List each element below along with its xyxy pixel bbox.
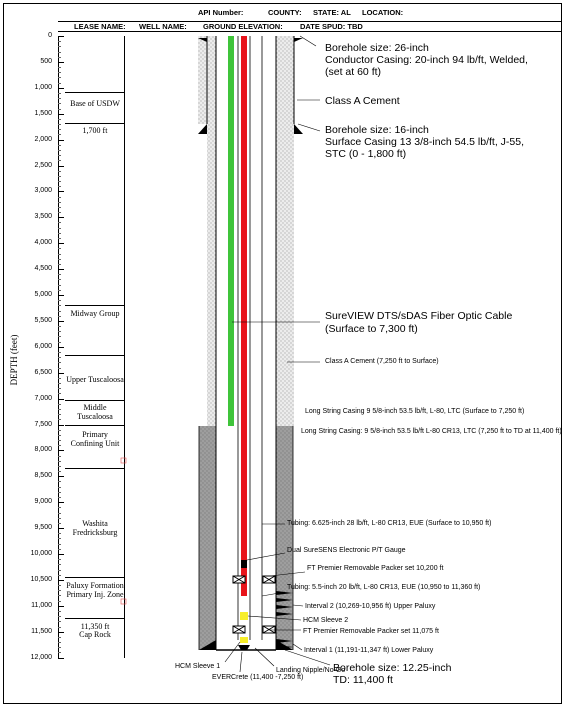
- landing-nipple-label: Landing Nipple/No-Go: [276, 667, 346, 674]
- depth-tick-label: 10,000: [30, 550, 52, 557]
- depth-tick-label: 1,000: [34, 83, 52, 91]
- bh26-label: Borehole size: 26-inch: [325, 42, 429, 54]
- hcm-sleeve-2: [240, 612, 248, 620]
- depth-tick-label: 11,500: [31, 627, 52, 635]
- depth-tick-label: 3,000: [34, 187, 52, 195]
- interval-2-label: Interval 2 (10,269-10,956 ft) Upper Paluxy: [305, 603, 436, 610]
- surface-cement-left: [207, 36, 216, 426]
- depth-tick-label: 0: [48, 32, 52, 39]
- hcm-sleeve-1-label: HCM Sleeve 1: [175, 663, 221, 670]
- long-string-1-label: Long String Casing 9 5/8-inch 53.5 lb/ft, L-80, LTC (Surface to 7,250 ft): [305, 408, 525, 415]
- formation-cap-depth: 11,350 ft: [80, 622, 110, 631]
- depth-tick-label: 6,000: [34, 342, 52, 350]
- hcm-sleeve-2-label: HCM Sleeve 2: [303, 617, 349, 624]
- td-label: TD: 11,400 ft: [333, 674, 393, 686]
- depth-tick-label: 7,000: [34, 394, 52, 402]
- evercrete-left: [199, 426, 216, 650]
- conductor-label-1: Conductor Casing: 20-inch 94 lb/ft, Welded,: [325, 54, 528, 66]
- surface-casing-label-1: Surface Casing 13 3/8-inch 54.5 lb/ft, J-55,: [325, 136, 525, 148]
- formation-midway: Midway Group: [70, 309, 120, 318]
- fiber-label-2: (Surface to 7,300 ft): [325, 323, 418, 335]
- bh1225-label: Borehole size: 12.25-inch: [333, 662, 452, 674]
- conductor-label-2: (set at 60 ft): [325, 66, 382, 78]
- long-string-2-label: Long String Casing: 9 5/8-inch 53.5 lb/ft L-80 CR13, LTC (7,250 ft to TD at 11,400 ft): [301, 428, 562, 435]
- header-elevation: GROUND ELEVATION:: [203, 22, 283, 31]
- depth-tick-label: 9,500: [34, 524, 52, 532]
- bh16-label: Borehole size: 16-inch: [325, 124, 429, 136]
- depth-tick-label: 7,500: [34, 420, 52, 428]
- formation-confining-unit: Primary Confining Unit: [70, 430, 120, 448]
- tubing-string: [241, 36, 247, 596]
- depth-tick-label: 8,500: [34, 472, 52, 480]
- depth-tick-label: 10,500: [30, 575, 52, 583]
- class-a-cement-label: Class A Cement: [325, 95, 400, 107]
- evercrete-right: [276, 426, 293, 650]
- tubing-1-label: Tubing: 6.625-inch 28 lb/ft, L-80 CR13, EUE (Surface to 10,950 ft): [287, 520, 492, 527]
- depth-axis-label: DEPTH (feet): [9, 334, 19, 386]
- fiber-optic-cable: [228, 36, 234, 426]
- header-well: WELL NAME:: [139, 22, 187, 31]
- formation-cap-rock: Cap Rock: [79, 630, 111, 639]
- packer-1-label: FT Premier Removable Packer set 10,200 ft: [307, 565, 444, 572]
- depth-tick-label: 2,500: [34, 161, 52, 169]
- header-spud: DATE SPUD: TBD: [300, 22, 363, 31]
- depth-tick-label: 4,000: [34, 239, 52, 247]
- gauge-label: Dual SureSENS Electronic P/T Gauge: [287, 547, 406, 554]
- header-lease: LEASE NAME:: [74, 22, 126, 31]
- surface-shoe-right: [294, 124, 303, 134]
- conductor-shoe-right: [294, 38, 303, 42]
- surface-shoe-left: [198, 124, 207, 134]
- fiber-label-1: SureVIEW DTS/sDAS Fiber Optic Cable: [325, 310, 513, 322]
- pt-gauge: [241, 560, 247, 568]
- class-a-cement-2-label: Class A Cement (7,250 ft to Surface): [325, 358, 439, 365]
- surface-cement-right: [276, 36, 294, 426]
- depth-tick-label: 4,500: [34, 265, 52, 273]
- header-api: API Number:: [198, 8, 244, 17]
- formation-upper-tuscaloosa: Upper Tuscaloosa: [66, 375, 124, 384]
- formation-usdw-depth: 1,700 ft: [82, 126, 108, 135]
- depth-tick-label: 6,500: [34, 368, 52, 376]
- evercrete-label: EVERCrete (11,400 -7,250 ft): [212, 674, 304, 681]
- header-county: COUNTY:: [268, 8, 302, 17]
- depth-tick-label: 2,000: [34, 135, 52, 143]
- depth-tick-label: 5,000: [34, 291, 52, 298]
- interval-1-label: Interval 1 (11,191-11,347 ft) Lower Paluxy: [304, 647, 434, 654]
- depth-tick-label: 5,500: [34, 316, 52, 324]
- formation-usdw: Base of USDW: [70, 99, 120, 108]
- packer-2-label: FT Premier Removable Packer set 11,075 ft: [303, 628, 439, 635]
- depth-tick-label: 11,000: [31, 601, 52, 609]
- header-location: LOCATION:: [362, 8, 404, 17]
- depth-tick-label: 8,000: [34, 446, 52, 454]
- tubing-2-label: Tubing: 5.5-inch 20 lb/ft, L-80 CR13, EUE (10,950 to 11,360 ft): [287, 584, 481, 591]
- formation-washita: Washita Fredricksburg: [72, 519, 118, 537]
- depth-tick-label: 9,000: [34, 498, 52, 506]
- formation-paluxy: Paluxy Formation Primary Inj. Zone: [66, 581, 124, 599]
- surface-casing-label-2: STC (0 - 1,800 ft): [325, 148, 407, 160]
- depth-tick-label: 3,500: [34, 213, 52, 221]
- depth-tick-label: 500: [40, 57, 52, 65]
- formation-middle-tuscaloosa: Middle Tuscaloosa: [77, 403, 113, 421]
- depth-tick-label: 1,500: [34, 109, 52, 117]
- hcm-sleeve-1: [240, 637, 248, 643]
- header-state: STATE: AL: [313, 8, 351, 17]
- depth-tick-label: 12,000: [30, 653, 52, 661]
